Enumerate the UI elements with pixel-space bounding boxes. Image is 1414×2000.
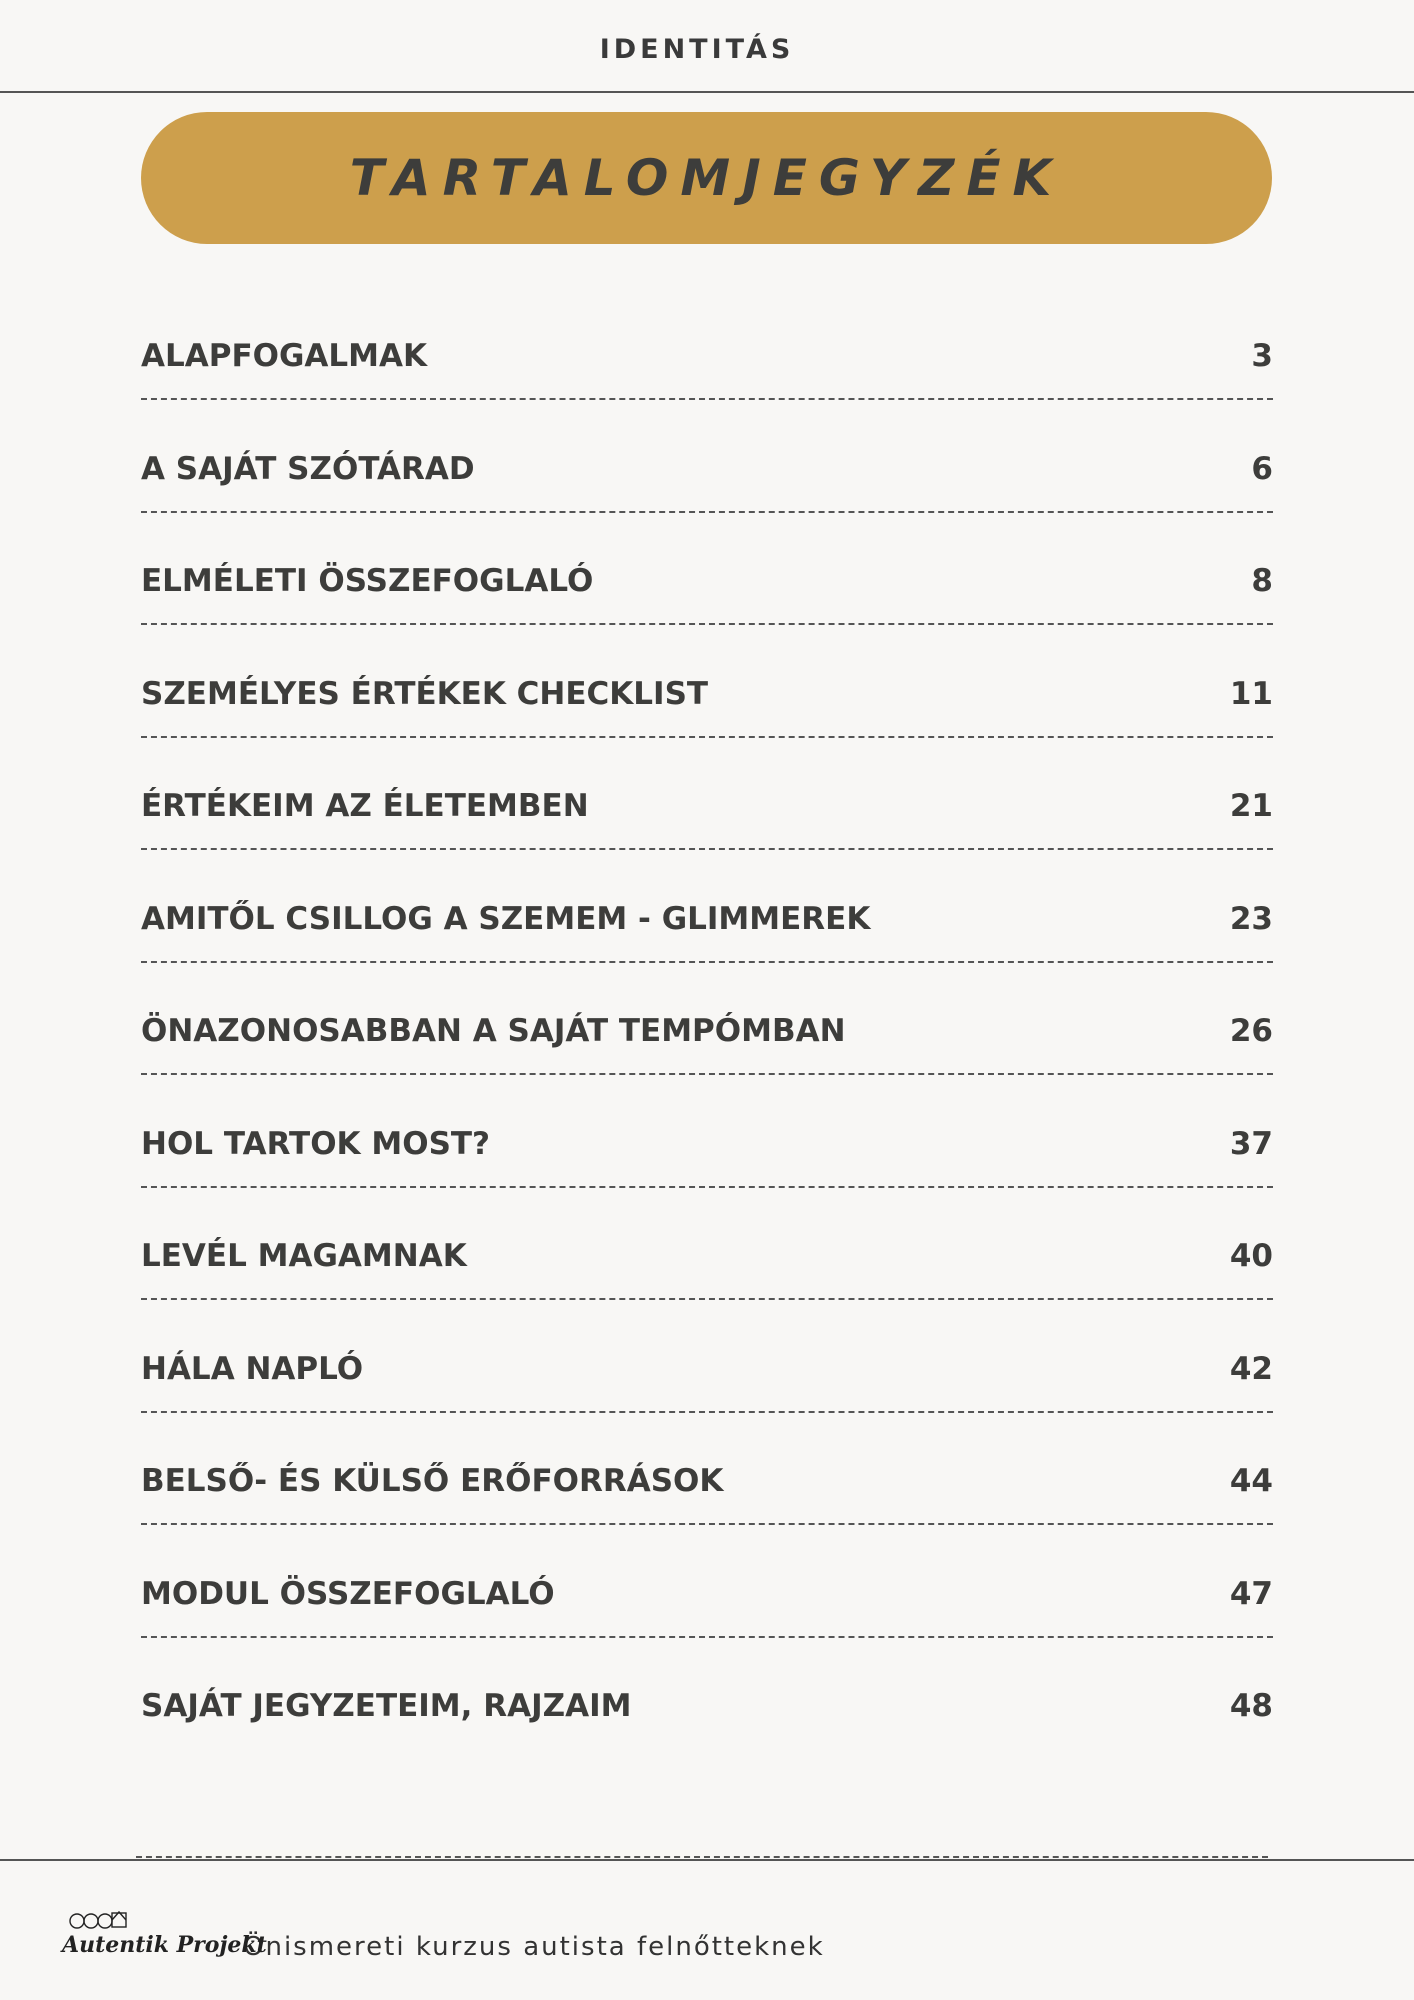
- dotted-leader: [141, 961, 1273, 963]
- toc-row[interactable]: [141, 1668, 1273, 1781]
- dotted-leader: [141, 1298, 1273, 1300]
- toc-entry-label: ALAPFOGALMAK: [141, 338, 428, 374]
- toc-entry-label: A SAJÁT SZÓTÁRAD: [141, 450, 475, 487]
- toc-entry-label: SZEMÉLYES ÉRTÉKEK CHECKLIST: [141, 675, 709, 712]
- toc-entry-label: ÖNAZONOSABBAN A SAJÁT TEMPÓMBAN: [141, 1013, 846, 1049]
- title-banner: [141, 112, 1272, 244]
- toc-entry-label: ELMÉLETI ÖSSZEFOGLALÓ: [141, 563, 594, 599]
- logo-circles-icon: [68, 1908, 148, 1932]
- toc-row[interactable]: [141, 656, 1273, 769]
- logo-wordmark: Autentik Projekt: [62, 1932, 267, 1958]
- toc-row[interactable]: [141, 881, 1273, 994]
- header-divider: [0, 91, 1414, 93]
- toc-entry-page: 8: [1251, 563, 1273, 599]
- dotted-leader: [141, 1411, 1273, 1413]
- dotted-leader: [141, 623, 1273, 625]
- toc-entry-page: 42: [1229, 1350, 1273, 1387]
- toc-row[interactable]: [141, 1331, 1273, 1444]
- toc-entry-label: HOL TARTOK MOST?: [141, 1125, 491, 1162]
- toc-row[interactable]: [141, 1106, 1273, 1219]
- dotted-leader: [141, 848, 1273, 850]
- toc-row[interactable]: [141, 318, 1273, 431]
- toc-entry-page: 11: [1229, 675, 1273, 712]
- toc-entry-page: 44: [1229, 1463, 1273, 1499]
- table-of-contents: [141, 318, 1273, 1781]
- toc-entry-page: 37: [1229, 1125, 1273, 1162]
- footer: [62, 1908, 825, 1964]
- toc-entry-page: 47: [1229, 1575, 1273, 1612]
- dotted-leader: [141, 1073, 1273, 1075]
- toc-entry-label: SAJÁT JEGYZETEIM, RAJZAIM: [141, 1688, 632, 1724]
- toc-row[interactable]: [141, 1218, 1273, 1331]
- toc-entry-label: BELSŐ- ÉS KÜLSŐ ERŐFORRÁSOK: [141, 1463, 724, 1499]
- footer-divider: [0, 1859, 1414, 1861]
- toc-entry-label: MODUL ÖSSZEFOGLALÓ: [141, 1575, 555, 1612]
- toc-entry-label: LEVÉL MAGAMNAK: [141, 1238, 467, 1274]
- toc-entry-label: AMITŐL CSILLOG A SZEMEM - GLIMMEREK: [141, 900, 871, 937]
- toc-row[interactable]: [141, 1556, 1273, 1669]
- dotted-leader: [141, 736, 1273, 738]
- toc-row[interactable]: [141, 431, 1273, 544]
- brand-logo: [62, 1908, 267, 1964]
- footer-dotted-divider: [136, 1856, 1268, 1858]
- toc-entry-page: 6: [1251, 450, 1273, 487]
- dotted-leader: [141, 1636, 1273, 1638]
- dotted-leader: [141, 1186, 1273, 1188]
- toc-entry-label: HÁLA NAPLÓ: [141, 1350, 364, 1387]
- toc-entry-page: 26: [1229, 1013, 1273, 1049]
- toc-entry-label: ÉRTÉKEIM AZ ÉLETEMBEN: [141, 788, 589, 824]
- dotted-leader: [141, 511, 1273, 513]
- toc-row[interactable]: [141, 543, 1273, 656]
- footer-tagline: Önismereti kurzus autista felnőtteknek: [243, 1932, 825, 1962]
- document-header-title: IDENTITÁS: [599, 34, 795, 65]
- toc-entry-page: 3: [1251, 338, 1273, 374]
- toc-row[interactable]: [141, 1443, 1273, 1556]
- toc-row[interactable]: [141, 768, 1273, 881]
- toc-entry-page: 48: [1229, 1688, 1273, 1724]
- page-title: TARTALOMJEGYZÉK: [349, 149, 1064, 207]
- toc-entry-page: 23: [1229, 900, 1273, 937]
- toc-row[interactable]: [141, 993, 1273, 1106]
- dotted-leader: [141, 398, 1273, 400]
- toc-entry-page: 40: [1229, 1238, 1273, 1274]
- toc-entry-page: 21: [1229, 788, 1273, 824]
- dotted-leader: [141, 1523, 1273, 1525]
